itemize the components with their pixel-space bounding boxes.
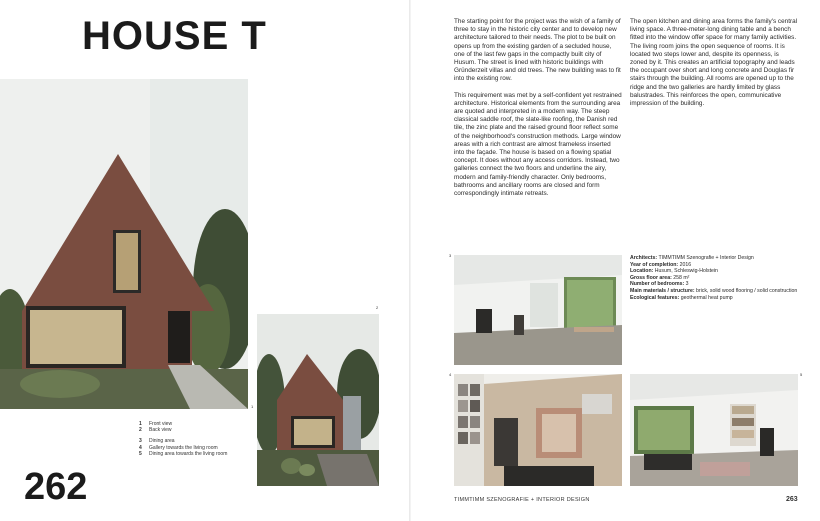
- caption-row: 2 Back view: [139, 427, 172, 434]
- project-credits: [630, 255, 810, 301]
- credit-row: Gross floor area: 258 m²: [630, 274, 690, 281]
- photo-front-view: [0, 79, 248, 409]
- caption-row: 5 Dining area towards the living room: [139, 450, 228, 457]
- page-number-left: 262: [24, 466, 88, 508]
- photo-dining-area: [454, 255, 622, 365]
- credit-row: Location: Husum, Schleswig-Holstein: [630, 268, 718, 275]
- caption-row: 3 Dining area: [139, 438, 175, 445]
- caption-row: 4 Gallery towards the living room: [139, 444, 218, 451]
- paragraph: The open kitchen and dining area forms the family's central living space. A three-meter-long dining table and a bench fitted into the window offer space for many family activities. The living room joins the open sequence of rooms. It is located two steps lower and, despite its openness, is zoned by it. This creates an artificial topography and leads the occupant over short and long concrete and Douglas fir stairs through the building. All rooms are opened up to the ridge and the two galleries are hardly limited by glass balustrades. This reinforces the open, communicative impression of the building.: [630, 18, 798, 108]
- credit-row: Year of completion: 2016: [630, 261, 692, 268]
- credit-row: Architects: TIMMTIMM Szenografie + Interior Design: [630, 255, 754, 261]
- body-text-column-1: [454, 18, 622, 206]
- project-title: HOUSE T: [82, 14, 267, 58]
- figure-captions: [139, 421, 227, 457]
- figure-number-2: 2: [376, 305, 379, 310]
- credit-row: Ecological features: geothermal heat pump: [630, 294, 733, 301]
- figure-number-4: 4: [449, 372, 452, 377]
- credit-row: Number of bedrooms: 3: [630, 281, 689, 288]
- figure-number-5: 5: [800, 372, 803, 377]
- credit-row: Main materials / structure: brick, solid wood flooring / solid construction: [630, 287, 798, 294]
- photo-back-view: [257, 314, 379, 486]
- caption-row: 1 Front view: [139, 421, 173, 427]
- running-footer: TIMMTIMM SZENOGRAFIE + INTERIOR DESIGN: [454, 497, 590, 503]
- body-text-column-2: [630, 18, 798, 116]
- figure-number-1: 1: [251, 404, 254, 409]
- paragraph: The starting point for the project was the wish of a family of three to stay in the historic city center and to develop new architecture tailored to their needs. The plot to be built on opens up from the existing garden of a secluded house, one of the last few gaps in the compactly built city of Husum. The street is lined with historic buildings with Gründerzeit villas and old trees. The new building was to fit into the existing row.: [454, 18, 621, 83]
- page-number-right: 263: [786, 496, 798, 503]
- photo-living-room: [630, 374, 798, 486]
- figure-number-3: 3: [449, 253, 452, 258]
- photo-gallery: [454, 374, 622, 486]
- paragraph: This requirement was met by a self-confident yet restrained architecture. Historical elements from the surrounding area are quoted and interpreted in a modern way. The steep classical saddle roof, the slate-like roofing, the Danish red tile, the zinc plate and the raised ground floor reflect some of the neighborhood's construction methods. Large window areas with a rich contrast are almost frameless inserted into the façade. The house is based on a flowing spatial concept. It does without any access corridors. Instead, two galleries connect the two floors and underline the airy, modern and family-friendly character. Only bedrooms, bathrooms and ancillary rooms are closed and form correspondingly intimate retreats.: [454, 91, 622, 198]
